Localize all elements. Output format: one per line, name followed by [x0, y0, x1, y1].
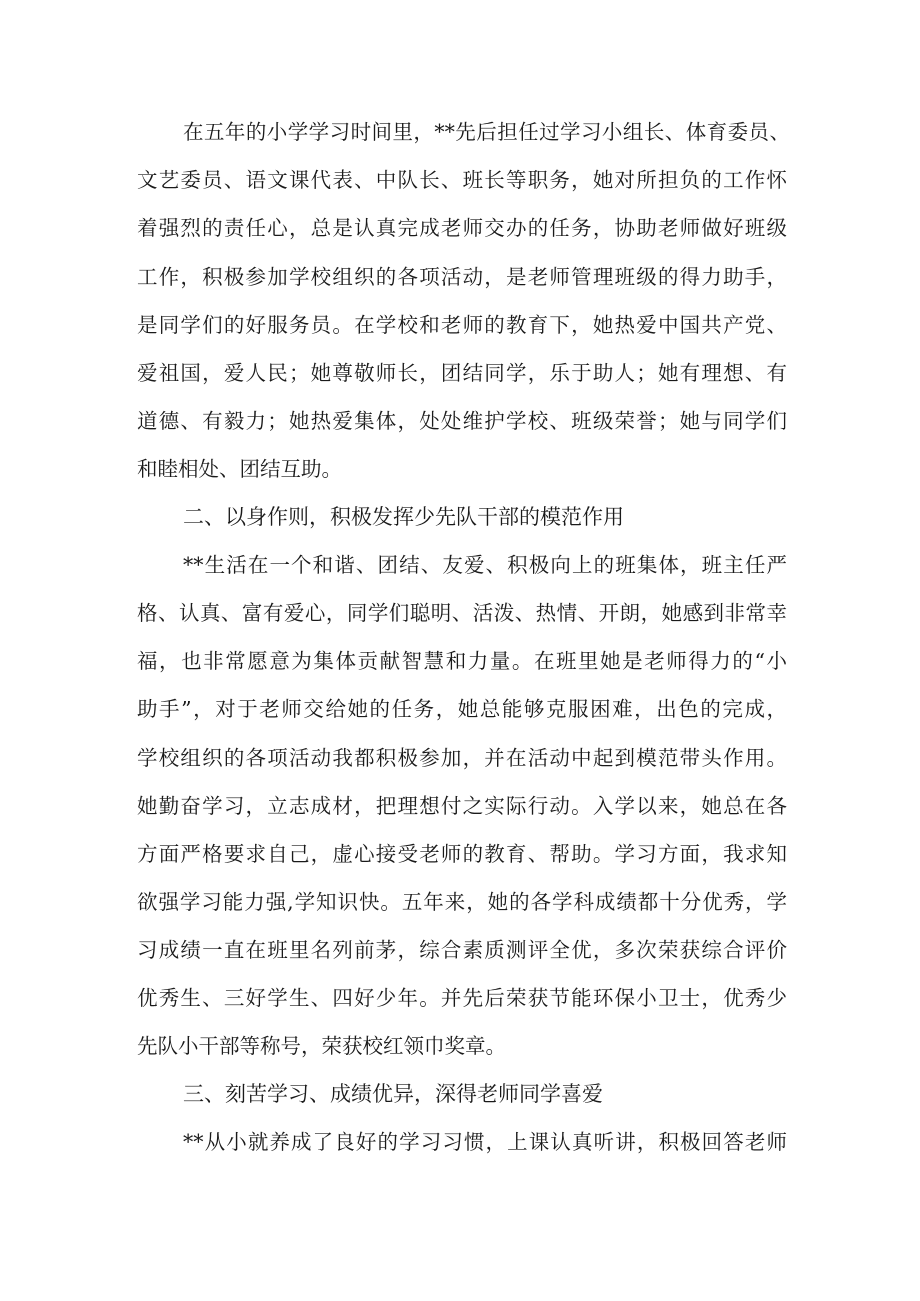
paragraph-1-line-4: 工作，积极参加学校组织的各项活动，是老师管理班级的得力助手， — [137, 265, 787, 289]
paragraph-2-line-6: 她勤奋学习，立志成材，把理想付之实际行动。入学以来，她总在各 — [137, 794, 787, 818]
paragraph-2-line-2: 格、认真、富有爱心，同学们聪明、活泼、热情、开朗，她感到非常幸 — [137, 601, 787, 625]
section-heading-3: 三、刻苦学习、成绩优异，深得老师同学喜爱 — [183, 1082, 603, 1106]
paragraph-2-line-8: 欲强学习能力强,学知识快。五年来，她的各学科成绩都十分优秀，学 — [137, 890, 787, 914]
paragraph-2-line-10: 优秀生、三好学生、四好少年。并先后荣获节能环保小卫士，优秀少 — [137, 986, 787, 1010]
paragraph-2-line-9: 习成绩一直在班里名列前茅，综合素质测评全优，多次荣获综合评价 — [137, 938, 787, 962]
paragraph-1-line-1: 在五年的小学学习时间里，**先后担任过学习小组长、体育委员、 — [183, 120, 790, 144]
section-heading-2: 二、以身作则，积极发挥少先队干部的模范作用 — [183, 505, 624, 529]
paragraph-1-line-5: 是同学们的好服务员。在学校和老师的教育下，她热爱中国共产党、 — [137, 313, 787, 337]
paragraph-1-line-8: 和睦相处、团结互助。 — [137, 457, 342, 481]
paragraph-2-line-3: 福，也非常愿意为集体贡献智慧和力量。在班里她是老师得力的“小 — [137, 649, 787, 673]
paragraph-2-line-11: 先队小干部等称号，荣获校红领巾奖章。 — [137, 1034, 506, 1058]
paragraph-1-line-2: 文艺委员、语文课代表、中队长、班长等职务，她对所担负的工作怀 — [137, 168, 787, 192]
paragraph-2-line-1: **生活在一个和谐、团结、友爱、积极向上的班集体，班主任严 — [183, 553, 787, 577]
paragraph-1-line-6: 爱祖国，爱人民；她尊敬师长，团结同学，乐于助人；她有理想、有 — [137, 361, 787, 385]
paragraph-1-line-3: 着强烈的责任心，总是认真完成老师交办的任务，协助老师做好班级 — [137, 216, 787, 240]
paragraph-2-line-5: 学校组织的各项活动我都积极参加，并在活动中起到模范带头作用。 — [137, 746, 787, 770]
paragraph-2-line-4: 助手”，对于老师交给她的任务，她总能够克服困难，出色的完成， — [137, 697, 787, 721]
paragraph-1-line-7: 道德、有毅力；她热爱集体，处处维护学校、班级荣誉；她与同学们 — [137, 409, 787, 433]
paragraph-2-line-7: 方面严格要求自己，虚心接受老师的教育、帮助。学习方面，我求知 — [137, 842, 787, 866]
paragraph-3-line-1: **从小就养成了良好的学习习惯，上课认真听讲，积极回答老师 — [183, 1130, 787, 1154]
